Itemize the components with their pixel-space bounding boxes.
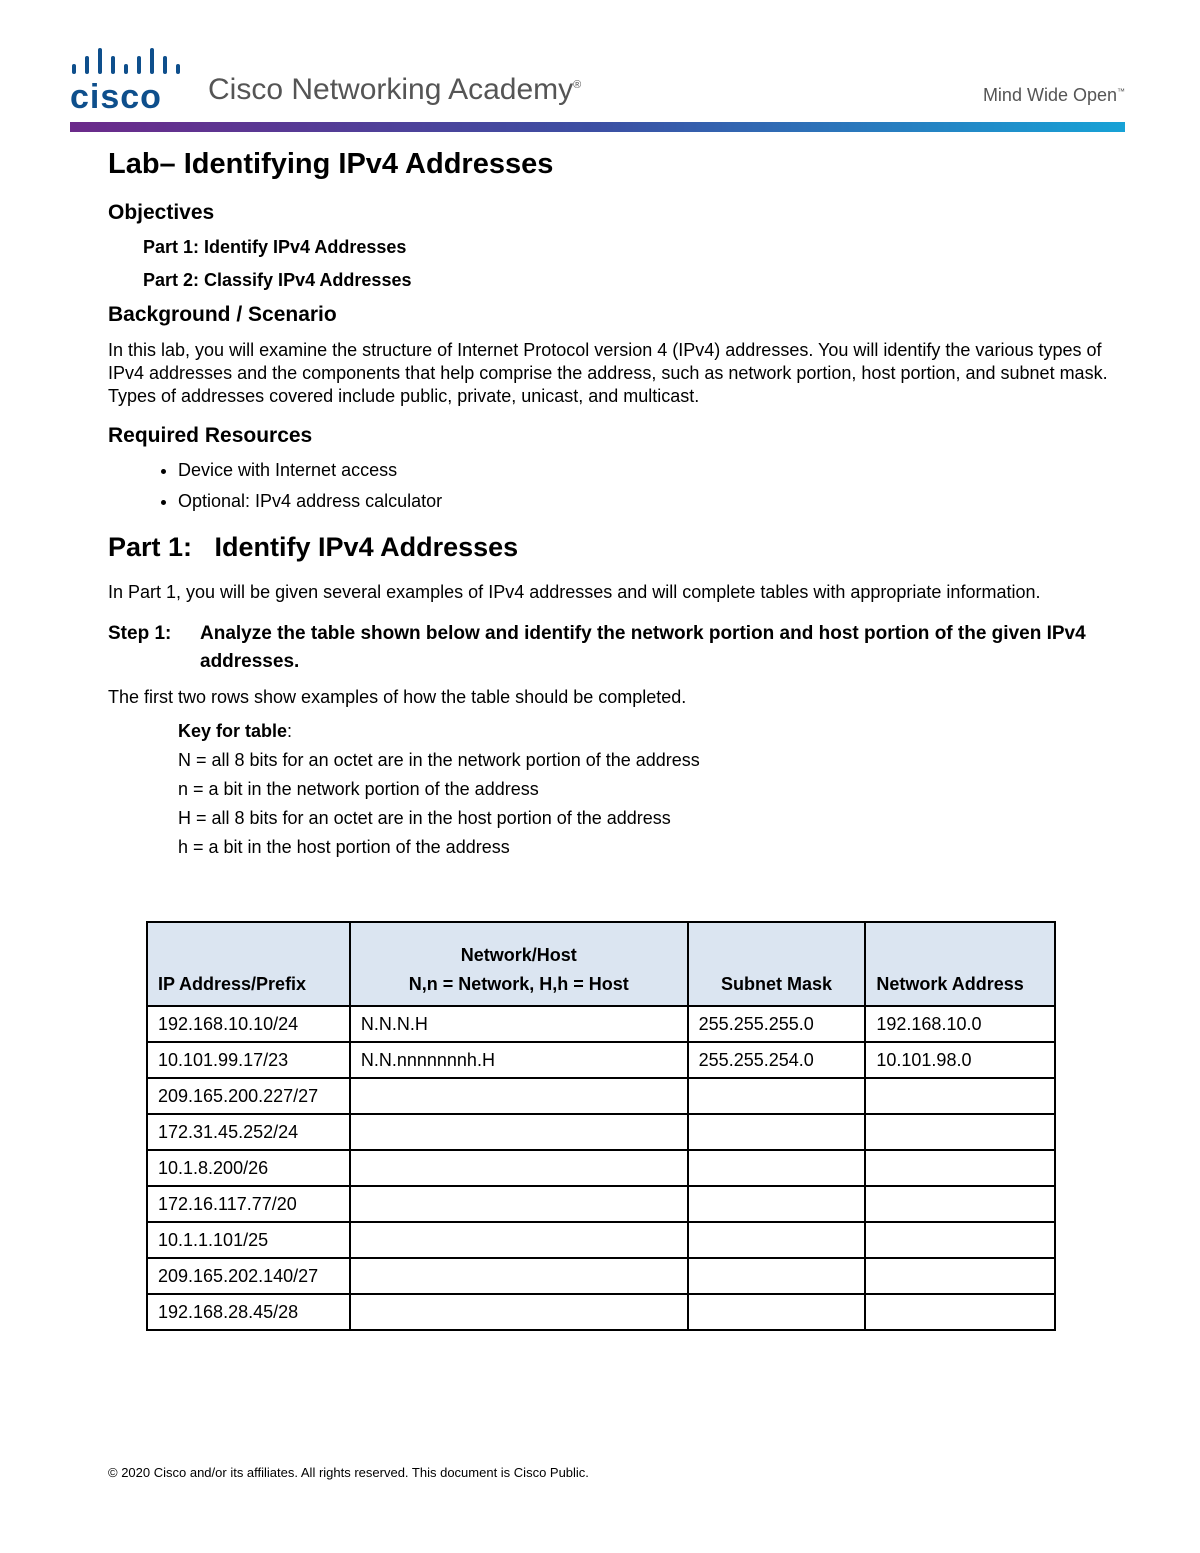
table-row — [147, 1042, 1055, 1078]
cell-ip-address: 172.16.117.77/20 — [147, 1186, 350, 1222]
background-text: In this lab, you will examine the structure of Internet Protocol version 4 (IPv4) addresses. You will identify the various types of IPv4 addresses and the components that help comprise the address, such as network portion, host portion, and subnet mask. Types of addresses covered include public, private, unicast, and multicast. — [108, 340, 1108, 406]
cell-subnet-mask[interactable] — [688, 1258, 866, 1294]
table-row — [147, 1150, 1055, 1186]
cell-ip-address: 192.168.28.45/28 — [147, 1294, 350, 1330]
cell-ip-address: 10.1.1.101/25 — [147, 1222, 350, 1258]
table-row — [147, 1078, 1055, 1114]
table-row — [147, 1222, 1055, 1258]
tagline: Mind Wide Open™ — [982, 85, 1125, 105]
table-row — [147, 1186, 1055, 1222]
table-body — [147, 1006, 1055, 1330]
cell-network-address[interactable] — [865, 1294, 1055, 1330]
resources-list — [108, 460, 1108, 512]
cell-subnet-mask[interactable] — [688, 1078, 866, 1114]
key-line: h = a bit in the host portion of the address — [178, 837, 510, 857]
cell-ip-address: 10.1.8.200/26 — [147, 1150, 350, 1186]
col-header-network-address: Network Address — [865, 922, 1055, 1006]
key-title: Key for table: — [178, 721, 293, 741]
cell-network-host[interactable]: N.N.N.H — [350, 1006, 688, 1042]
step-label: Step 1: — [108, 623, 172, 644]
cell-network-address[interactable] — [865, 1186, 1055, 1222]
col-header-subnet-mask: Subnet Mask — [688, 922, 866, 1006]
cell-network-address[interactable] — [865, 1222, 1055, 1258]
background-heading: Background / Scenario — [108, 303, 337, 326]
cell-network-host[interactable] — [350, 1294, 688, 1330]
table-key — [178, 717, 1108, 862]
resource-item: • Device with Internet access — [178, 460, 1108, 481]
part1-intro: In Part 1, you will be given several examples of IPv4 addresses and will complete tables with appropriate information. — [108, 582, 1041, 602]
table-header-row — [147, 922, 1055, 1006]
table-row — [147, 1006, 1055, 1042]
cell-subnet-mask[interactable] — [688, 1150, 866, 1186]
col-header-ip: IP Address/Prefix — [147, 922, 350, 1006]
ipv4-table — [146, 921, 1056, 1331]
document-body — [108, 148, 1108, 862]
academy-name: Cisco Networking Academy® — [208, 73, 582, 106]
objective-item: Part 1: Identify IPv4 Addresses — [143, 237, 407, 257]
page-header — [70, 40, 1125, 135]
cisco-logo-text: cisco — [70, 78, 162, 116]
cell-network-address[interactable] — [865, 1114, 1055, 1150]
table-row — [147, 1258, 1055, 1294]
cell-ip-address: 192.168.10.10/24 — [147, 1006, 350, 1042]
cisco-bars-icon — [70, 44, 180, 80]
cell-network-host[interactable] — [350, 1222, 688, 1258]
example-note: The first two rows show examples of how the table should be completed. — [108, 687, 687, 707]
cell-subnet-mask[interactable] — [688, 1114, 866, 1150]
table-row — [147, 1294, 1055, 1330]
cell-subnet-mask[interactable] — [688, 1186, 866, 1222]
cell-subnet-mask[interactable] — [688, 1222, 866, 1258]
cell-network-host[interactable] — [350, 1186, 688, 1222]
cell-subnet-mask[interactable]: 255.255.254.0 — [688, 1042, 866, 1078]
cell-network-host[interactable] — [350, 1078, 688, 1114]
objectives-heading: Objectives — [108, 201, 215, 224]
cell-network-host[interactable] — [350, 1258, 688, 1294]
cell-subnet-mask[interactable]: 255.255.255.0 — [688, 1006, 866, 1042]
cell-subnet-mask[interactable] — [688, 1294, 866, 1330]
objectives-list — [143, 237, 1108, 291]
cell-network-address[interactable]: 10.101.98.0 — [865, 1042, 1055, 1078]
cell-network-host[interactable] — [350, 1114, 688, 1150]
cell-network-host[interactable]: N.N.nnnnnnnh.H — [350, 1042, 688, 1078]
step-text: Analyze the table shown below and identify the network portion and host portion of the given IPv4 addresses. — [200, 623, 1086, 672]
cell-network-host[interactable] — [350, 1150, 688, 1186]
cell-ip-address: 209.165.202.140/27 — [147, 1258, 350, 1294]
part1-heading: Part 1: Identify IPv4 Addresses — [108, 532, 519, 562]
resources-heading: Required Resources — [108, 424, 313, 447]
cell-network-address[interactable] — [865, 1258, 1055, 1294]
key-line: n = a bit in the network portion of the address — [178, 779, 539, 799]
cell-ip-address: 10.101.99.17/23 — [147, 1042, 350, 1078]
footer: © 2020 Cisco and/or its affiliates. All rights reserved. This document is Cisco Public. — [108, 1465, 589, 1480]
objective-item: Part 2: Classify IPv4 Addresses — [143, 270, 412, 290]
col-header-network-host: Network/Host N,n = Network, H,h = Host — [350, 922, 688, 1006]
header-gradient-bar — [70, 122, 1125, 132]
resource-item: • Optional: IPv4 address calculator — [178, 491, 1108, 512]
page-title: Lab– Identifying IPv4 Addresses — [108, 148, 554, 180]
step-1 — [108, 620, 1108, 676]
cell-network-address[interactable] — [865, 1078, 1055, 1114]
table-row — [147, 1114, 1055, 1150]
key-line: H = all 8 bits for an octet are in the host portion of the address — [178, 808, 671, 828]
cell-ip-address: 172.31.45.252/24 — [147, 1114, 350, 1150]
cell-network-address[interactable] — [865, 1150, 1055, 1186]
cell-ip-address: 209.165.200.227/27 — [147, 1078, 350, 1114]
key-line: N = all 8 bits for an octet are in the network portion of the address — [178, 750, 700, 770]
cell-network-address[interactable]: 192.168.10.0 — [865, 1006, 1055, 1042]
